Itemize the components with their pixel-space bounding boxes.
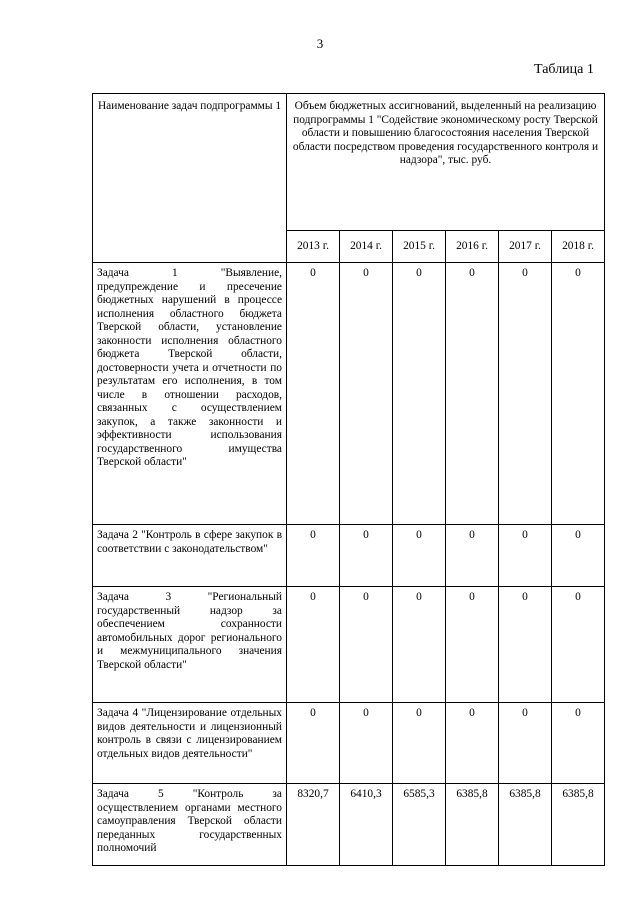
task-name: Задача 3 "Региональный государственный надзор за обеспечением сохранности автомобильных дорог регионального и межмуниципального значения Тверской области"	[93, 587, 287, 703]
budget-value: 0	[287, 703, 340, 784]
table-row	[93, 263, 605, 525]
year-header: 2018 г.	[552, 231, 605, 263]
budget-value: 0	[499, 703, 552, 784]
budget-volume-header: Объем бюджетных ассигнований, выделенный на реализацию подпрограммы 1 "Содействие экономическому росту Тверской области и повышению благосостояния населения Тверской области посредством проведения государственного контроля и надзора", тыс. руб.	[287, 94, 605, 231]
table-row	[93, 784, 605, 866]
budget-value: 0	[287, 587, 340, 703]
budget-value: 6410,3	[340, 784, 393, 866]
table-row	[93, 525, 605, 587]
budget-value: 0	[446, 263, 499, 525]
budget-value: 6385,8	[499, 784, 552, 866]
year-header: 2014 г.	[340, 231, 393, 263]
budget-value: 0	[340, 263, 393, 525]
budget-value: 0	[393, 587, 446, 703]
budget-value: 0	[287, 263, 340, 525]
table-row	[93, 703, 605, 784]
budget-value: 0	[552, 263, 605, 525]
year-header: 2017 г.	[499, 231, 552, 263]
budget-value: 6585,3	[393, 784, 446, 866]
budget-value: 0	[499, 525, 552, 587]
table-label: Таблица 1	[534, 62, 594, 77]
budget-value: 0	[393, 703, 446, 784]
budget-value: 0	[446, 703, 499, 784]
budget-table	[92, 93, 605, 866]
budget-value: 6385,8	[552, 784, 605, 866]
task-name: Задача 2 "Контроль в сфере закупок в соответствии с законодательством"	[93, 525, 287, 587]
budget-value: 0	[499, 587, 552, 703]
task-name: Задача 4 "Лицензирование отдельных видов деятельности и лицензионный контроль в связи с лицензированием отдельных видов деятельности"	[93, 703, 287, 784]
budget-value: 0	[552, 587, 605, 703]
budget-value: 0	[340, 587, 393, 703]
table-row	[93, 587, 605, 703]
budget-value: 0	[393, 525, 446, 587]
budget-value: 0	[340, 703, 393, 784]
budget-value: 0	[446, 587, 499, 703]
budget-value: 0	[393, 263, 446, 525]
year-header: 2013 г.	[287, 231, 340, 263]
year-header: 2015 г.	[393, 231, 446, 263]
year-header: 2016 г.	[446, 231, 499, 263]
budget-value: 0	[552, 525, 605, 587]
task-name: Задача 5 "Контроль за осуществлением органами местного самоуправления Тверской области переданных государственных полномочий	[93, 784, 287, 866]
task-column-header: Наименование задач подпрограммы 1	[93, 94, 287, 263]
budget-value: 0	[499, 263, 552, 525]
budget-value: 0	[340, 525, 393, 587]
budget-value: 0	[446, 525, 499, 587]
task-name: Задача 1 "Выявление, предупреждение и пресечение бюджетных нарушений в процессе исполнения областного бюджета Тверской области, установление законности исполнения областного бюджета Тверской области, достоверности учета и отчетности по результатам его исполнения, в том числе в отношении расходов, связанных с осуществлением закупок, а также законности и эффективности использования государственного имущества Тверской области"	[93, 263, 287, 525]
budget-value: 8320,7	[287, 784, 340, 866]
page-number: 3	[316, 36, 324, 51]
budget-value: 0	[287, 525, 340, 587]
budget-value: 0	[552, 703, 605, 784]
budget-value: 6385,8	[446, 784, 499, 866]
